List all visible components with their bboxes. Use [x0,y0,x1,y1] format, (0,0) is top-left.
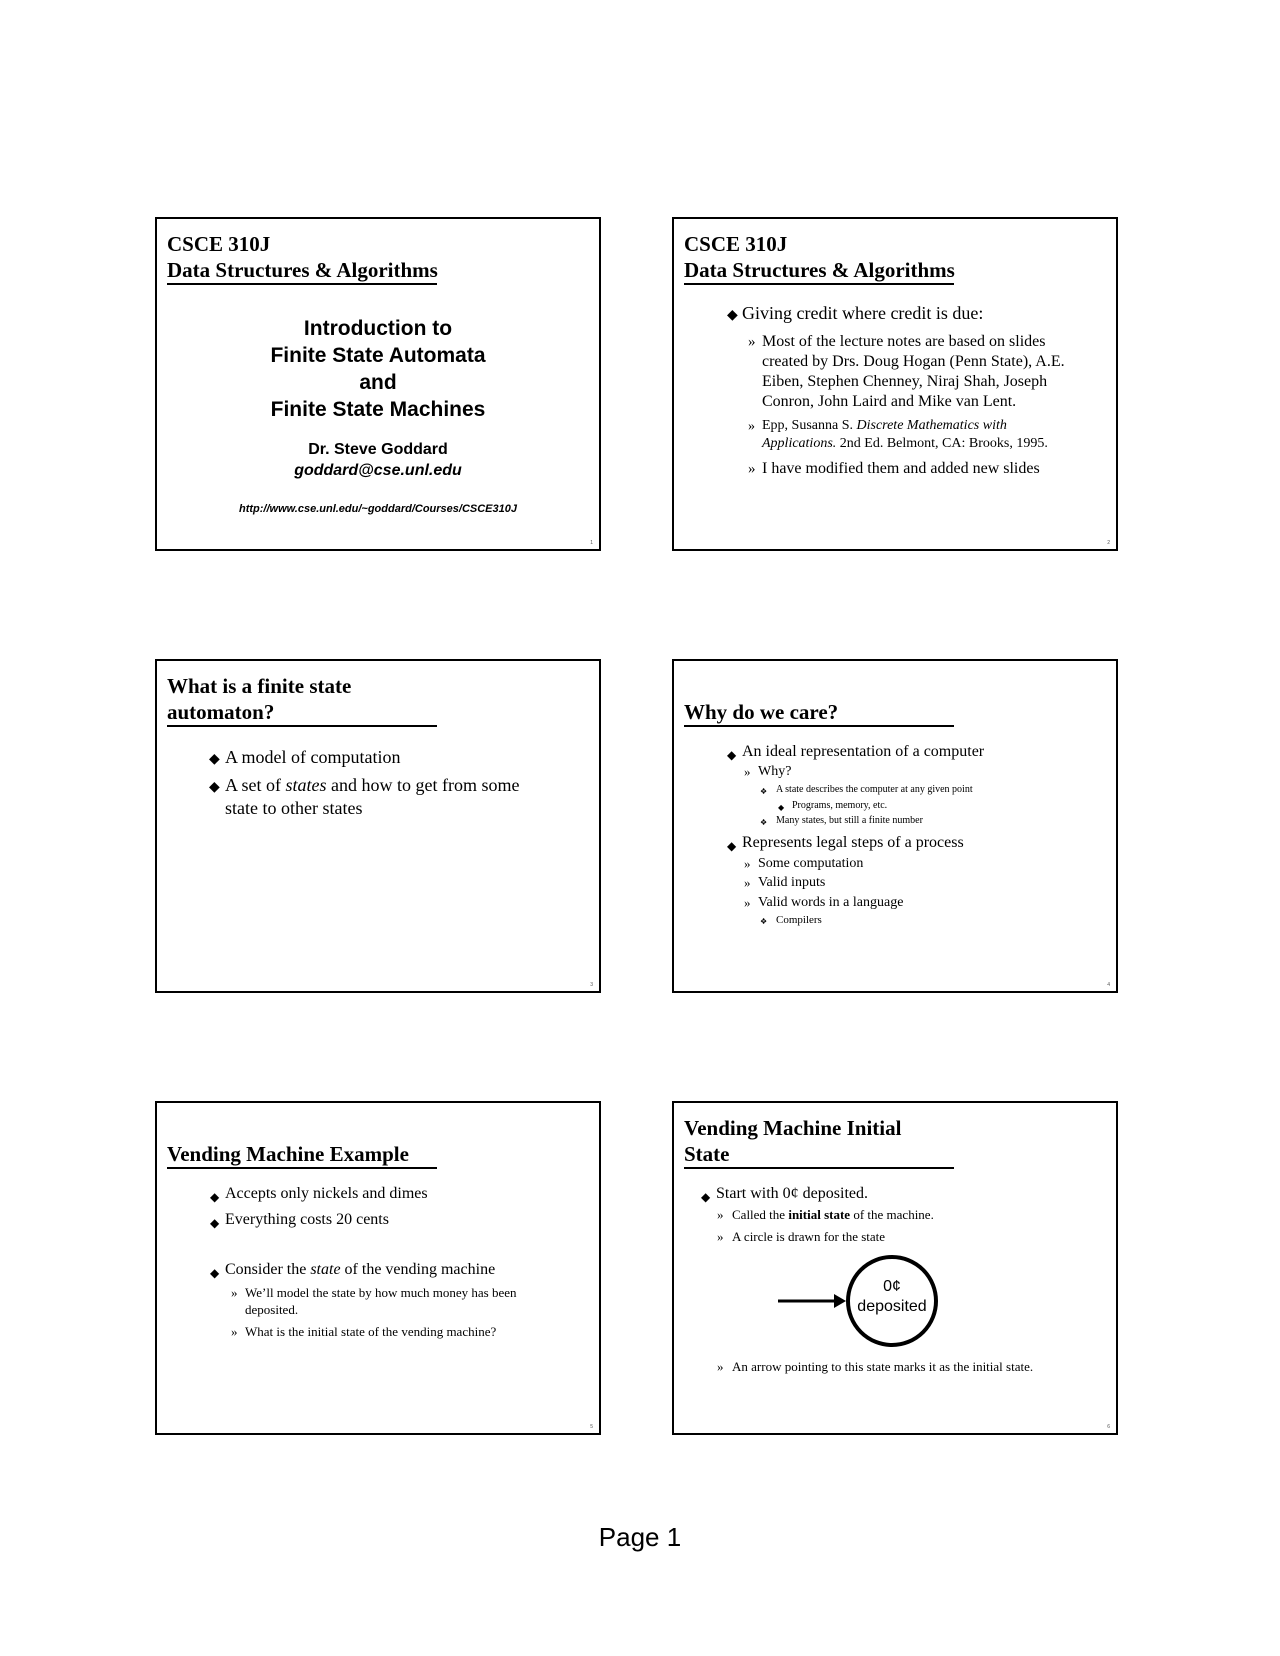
slide-number: 6 [1107,1424,1110,1430]
bullet-prefix: A set of [225,775,286,795]
bullet-line-2: state to other states [225,798,363,818]
bullet-text [225,1260,495,1280]
diamond-bullet-icon: ◆ [210,1266,220,1280]
sub-emphasis: initial state [788,1207,851,1222]
bullet-prefix: Consider the [225,1261,311,1278]
slide-title [167,673,351,725]
sub-prefix: Called the [732,1207,789,1222]
sub-line: Most of the lecture notes are based on slides [762,333,1046,350]
state-label-line-2: deposited [857,1298,927,1315]
bullet-text: Accepts only nickels and dimes [225,1185,428,1202]
citation-title-end: Applications. [762,436,837,451]
slide-6 [672,1101,1118,1435]
bullet-text: An ideal representation of a computer [742,743,985,760]
sub-line: We’ll model the state by how much money has been [245,1285,517,1300]
sub-bullet-text [732,1206,934,1223]
fleur-bullet-icon: ❖ [760,917,768,926]
title-line-1: CSCE 310J [167,232,271,256]
bullet-emphasis: states [285,775,327,795]
sub-bullet-text [762,332,1065,412]
slide-number: 3 [590,982,593,988]
slide-title: Why do we care? [684,700,839,724]
diamond-bullet-icon: ◆ [209,780,220,795]
slide-3 [155,659,601,993]
sub-bullet-text: What is the initial state of the vending machine? [245,1324,497,1339]
sub-sub-bullet-text: A state describes the computer at any given point [776,784,973,795]
title-underline [167,283,437,285]
bullet-text [225,774,519,820]
slide-title [684,231,955,283]
initial-arrow-head [834,1294,846,1308]
title-underline [684,725,954,727]
sub-bullet-text: Some computation [758,856,864,871]
raquo-bullet-icon: » [231,1324,238,1339]
slide-heading [157,315,599,423]
slide-title: Vending Machine Example [167,1142,409,1166]
title-underline [684,1167,954,1169]
sub-line: Conron, John Laird and Mike van Lent. [762,393,1017,410]
slide-number: 1 [590,540,593,546]
citation-title: Discrete Mathematics with [856,418,1007,433]
bullet-text: Giving credit where credit is due: [742,303,984,323]
slide-number: 4 [1107,982,1110,988]
heading-line: Finite State Automata [270,344,486,367]
sub-sub-bullet-text: Many states, but still a finite number [776,815,923,826]
diamond-bullet-icon: ◆ [210,1216,220,1230]
raquo-bullet-icon: » [748,334,756,350]
sub-bullet-text: A circle is drawn for the state [732,1229,886,1244]
raquo-bullet-icon: » [744,856,751,871]
course-url: http://www.cse.unl.edu/~goddard/Courses/CSCE310J [238,503,517,515]
sub-line: created by Drs. Doug Hogan (Penn State), A.E. [762,353,1065,370]
raquo-bullet-icon: » [748,419,755,434]
raquo-bullet-icon: » [744,895,751,910]
sub-rest: of the machine. [850,1207,934,1222]
slide-4 [672,659,1118,993]
bullet-text: Start with 0¢ deposited. [716,1185,868,1202]
sub-bullet-text: Valid words in a language [758,895,904,910]
title-line-1: Vending Machine Initial [684,1116,902,1140]
sub-bullet-text: An arrow pointing to this state marks it as the initial state. [732,1359,1034,1374]
raquo-bullet-icon: » [748,461,756,477]
bullet-rest: of the vending machine [340,1261,496,1278]
bullet-emphasis: state [310,1261,341,1278]
diamond-bullet-icon: ◆ [727,839,737,853]
title-line-2: Data Structures & Algorithms [167,258,438,282]
title-line-2: Data Structures & Algorithms [684,258,955,282]
sub-bullet-text [762,417,1048,453]
sub-bullet-text [245,1284,517,1318]
bullet-text: A model of computation [225,747,401,767]
heading-line: Introduction to [303,317,453,340]
title-line-2: automaton? [167,700,275,724]
diamond-bullet-icon: ◆ [701,1190,711,1204]
citation-publisher: 2nd Ed. Belmont, CA: Brooks, 1995. [836,436,1048,451]
raquo-bullet-icon: » [744,875,751,890]
heading-line: Finite State Machines [270,398,486,421]
raquo-bullet-icon: » [744,764,751,779]
sub-bullet-text: Valid inputs [758,875,826,890]
page-label: Page 1 [598,1522,682,1552]
raquo-bullet-icon: » [231,1285,238,1300]
diamond-bullet-icon: ◆ [210,1190,220,1204]
sub-bullet-text: I have modified them and added new slides [762,460,1040,477]
title-line-2: State [684,1142,730,1166]
slide-1 [155,217,601,551]
title-underline [167,1167,437,1169]
state-label [848,1277,936,1317]
sub-sub-sub-bullet-text: Programs, memory, etc. [792,800,888,811]
bullet-rest: and how to get from some [326,775,520,795]
sub-line: deposited. [245,1302,299,1317]
raquo-bullet-icon: » [717,1359,724,1374]
author-email: goddard@cse.unl.edu [294,462,462,479]
sub-bullet-text: Why? [758,764,792,779]
bullet-text: Everything costs 20 cents [225,1211,389,1228]
bullet-text: Represents legal steps of a process [742,834,964,851]
slide-2 [672,217,1118,551]
state-label-line-1: 0¢ [883,1278,901,1295]
diamond-bullet-icon: ◆ [727,308,738,323]
fleur-bullet-icon: ❖ [760,818,768,827]
slide-title [684,1115,901,1167]
slide-5 [155,1101,601,1435]
sub-sub-bullet-text: Compilers [776,914,822,926]
fleur-bullet-icon: ❖ [760,787,768,796]
slide-number: 2 [1107,540,1110,546]
author-name: Dr. Steve Goddard [308,441,448,458]
heading-line: and [359,371,397,394]
title-underline [684,283,954,285]
diamond-bullet-icon: ◆ [778,803,785,812]
slide-number: 5 [590,1424,593,1430]
raquo-bullet-icon: » [717,1207,724,1222]
slide-title [167,231,438,283]
diamond-bullet-icon: ◆ [727,748,737,762]
title-line-1: CSCE 310J [684,232,788,256]
sub-line: Eiben, Stephen Chenney, Niraj Shah, Joseph [762,373,1048,390]
title-underline [167,725,437,727]
raquo-bullet-icon: » [717,1229,724,1244]
diamond-bullet-icon: ◆ [209,752,220,767]
citation-author: Epp, Susanna S. [762,418,857,433]
title-line-1: What is a finite state [167,674,352,698]
